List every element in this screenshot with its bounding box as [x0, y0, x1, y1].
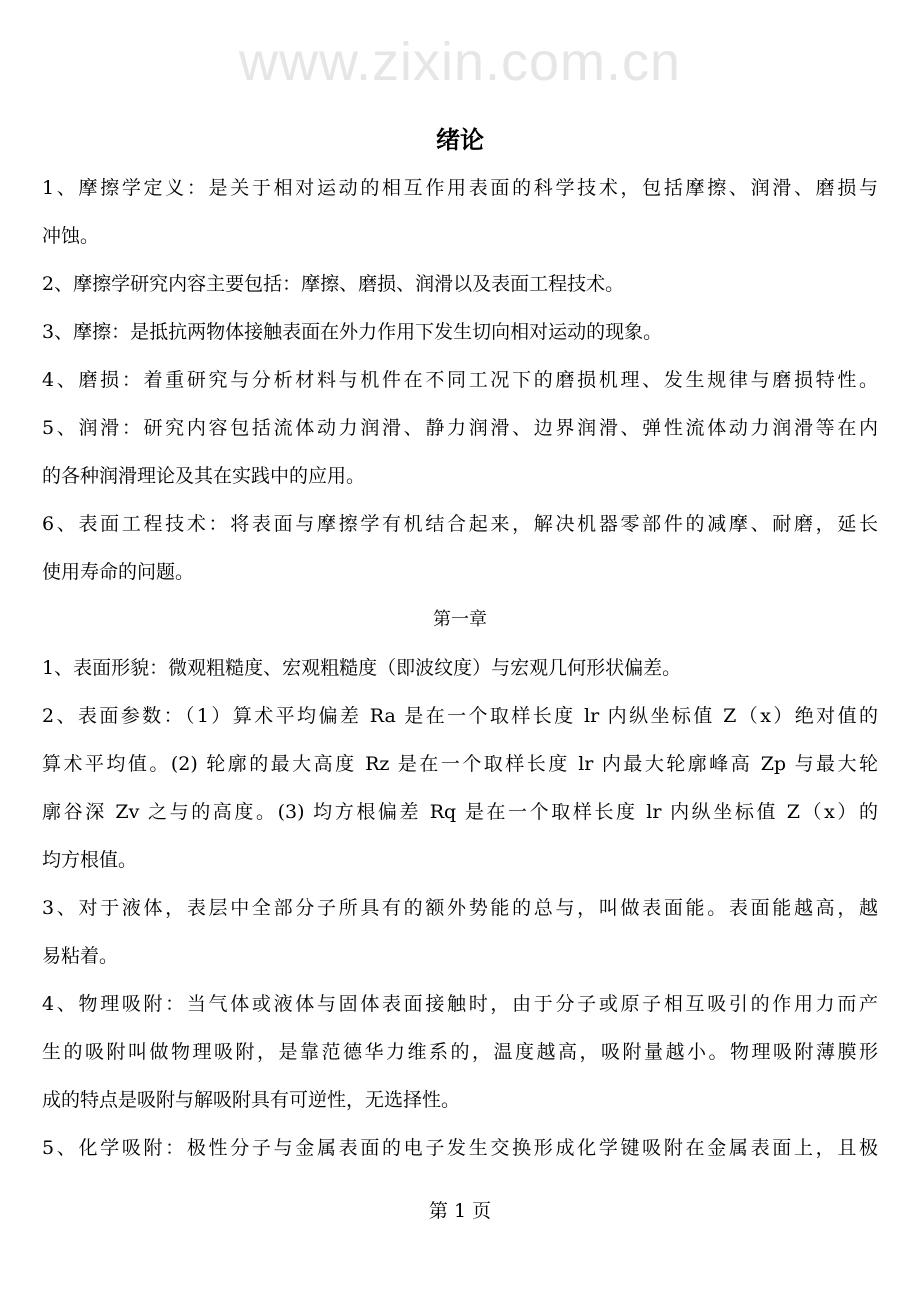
document-body	[42, 166, 878, 1174]
text-line: 算术平均值。(2) 轮廓的最大高度 Rz 是在一个取样长度 lr 内最大轮廓峰高 Zp 与最大轮	[42, 753, 878, 775]
page-number: 第 1 页	[428, 1200, 492, 1222]
watermark: www.zixin.com.cn	[238, 32, 682, 92]
text-line: 1、表面形貌：微观粗糙度、宏观粗糙度（即波纹度）与宏观几何形状偏差。	[42, 657, 682, 679]
page-title: 绪论	[436, 125, 484, 154]
text-line: 使用寿命的问题。	[42, 561, 195, 583]
text-line: 成的特点是吸附与解吸附具有可逆性，无选择性。	[42, 1089, 461, 1111]
text-line: 的各种润滑理论及其在实践中的应用。	[42, 465, 366, 487]
chapter-heading: 第一章	[433, 609, 487, 630]
text-line: 5、润滑：研究内容包括流体动力润滑、静力润滑、边界润滑、弹性流体动力润滑等在内	[42, 417, 878, 439]
text-line: 生的吸附叫做物理吸附，是靠范德华力维系的，温度越高，吸附量越小。物理吸附薄膜形	[42, 1041, 878, 1063]
text-line: 均方根值。	[42, 849, 138, 871]
text-line: 2、表面参数：（1）算术平均偏差 Ra 是在一个取样长度 lr 内纵坐标值 Z（x）绝对值的	[42, 705, 878, 727]
text-line: 6、表面工程技术：将表面与摩擦学有机结合起来，解决机器零部件的减摩、耐磨，延长	[42, 513, 878, 535]
text-line: 2、摩擦学研究内容主要包括：摩擦、磨损、润滑以及表面工程技术。	[42, 273, 625, 295]
text-line: 3、摩擦：是抵抗两物体接触表面在外力作用下发生切向相对运动的现象。	[42, 321, 663, 343]
text-line: 5、化学吸附：极性分子与金属表面的电子发生交换形成化学键吸附在金属表面上，且极	[42, 1137, 878, 1159]
text-line: 廓谷深 Zv 之与的高度。(3) 均方根偏差 Rq 是在一个取样长度 lr 内纵坐标值 Z（x）的	[42, 801, 878, 823]
text-line: 4、物理吸附：当气体或液体与固体表面接触时，由于分子或原子相互吸引的作用力而产	[42, 993, 878, 1015]
text-line: 易粘着。	[42, 945, 119, 967]
text-line: 3、对于液体，表层中全部分子所具有的额外势能的总与，叫做表面能。表面能越高，越	[42, 897, 878, 919]
text-line: 1、摩擦学定义：是关于相对运动的相互作用表面的科学技术，包括摩擦、润滑、磨损与	[42, 177, 878, 199]
text-line: 冲蚀。	[42, 225, 100, 247]
text-line: 4、磨损：着重研究与分析材料与机件在不同工况下的磨损机理、发生规律与磨损特性。	[42, 369, 878, 391]
